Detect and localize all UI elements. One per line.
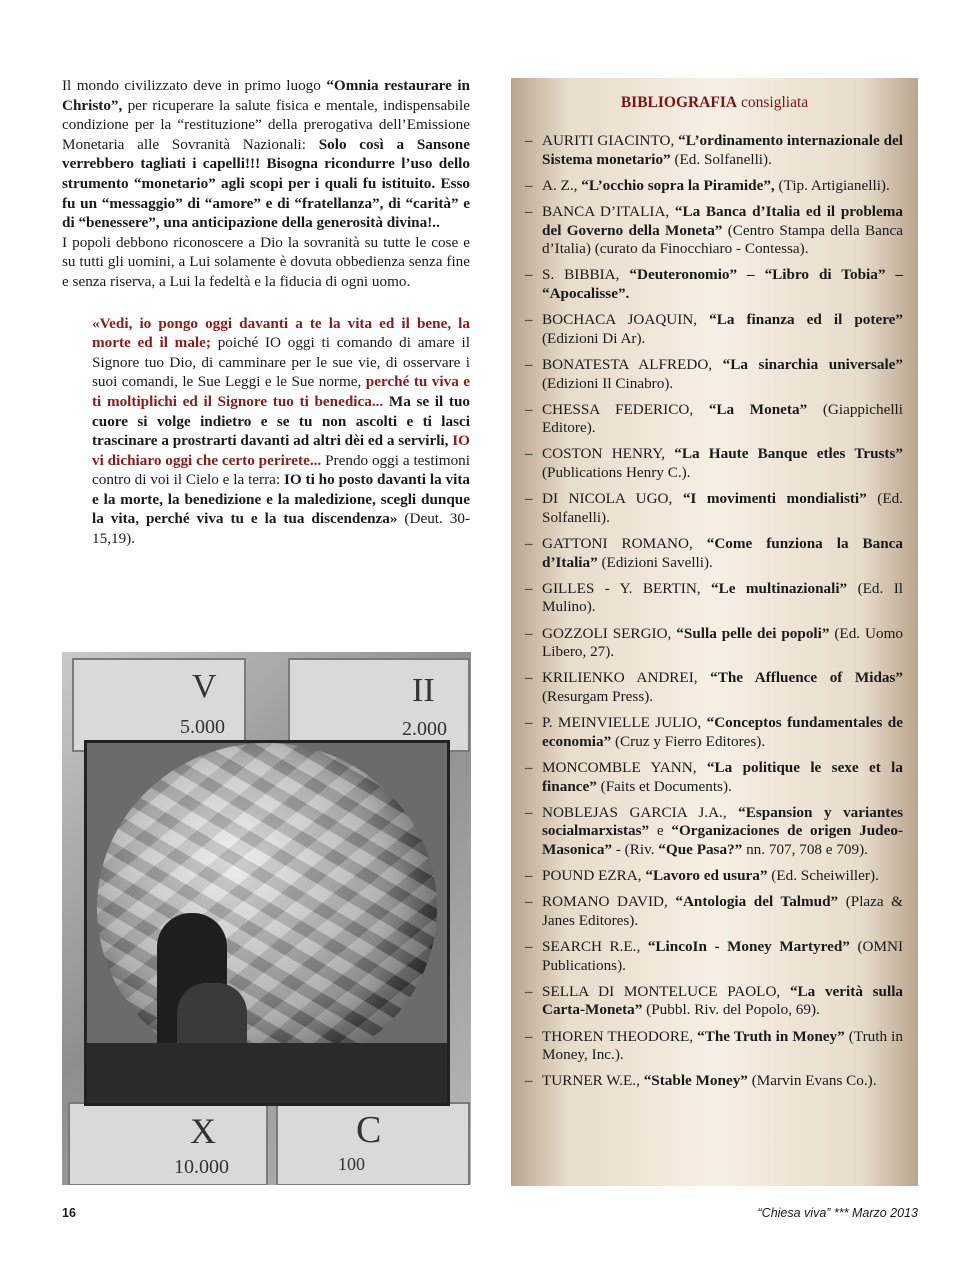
dash-marker: – (525, 867, 533, 885)
note-numeral: V (192, 668, 217, 705)
bibliography-item (525, 983, 903, 1020)
note-value: 2.000 (402, 718, 447, 740)
item-text: nn. 707, 708 e 709). (742, 840, 868, 858)
scripture-quote (92, 314, 470, 549)
item-title: “LincoIn - Money Martyred” (647, 938, 850, 956)
item-title: “Stable Money” (643, 1072, 748, 1090)
item-text: NOBLEJAS GARCIA J.A., (542, 803, 739, 821)
item-text: (Ed. Scheiwiller). (767, 867, 879, 885)
note-numeral: X (190, 1111, 216, 1151)
item-title: “L’occhio sopra la Piramide”, (581, 176, 775, 194)
item-title: “Antologia del Talmud” (675, 893, 839, 911)
item-title: “Deuteronomio” – “Libro di Tobia” – “Apocalisse”. (542, 266, 903, 302)
item-title: “La Haute Banque etles Trusts” (674, 445, 903, 463)
quote-span-2: poiché IO oggi ti comando di amare il Signore tuo Dio, di camminare per le sue vie, di osservare i suoi comandi, le Sue Leggi e le Sue norme, (92, 334, 470, 391)
children-photo (84, 740, 450, 1106)
banknote-photo (62, 652, 471, 1185)
note-value: 10.000 (174, 1156, 229, 1178)
bibliography-item (525, 401, 903, 438)
item-text: CHESSA FEDERICO, (542, 400, 709, 418)
dash-marker: – (525, 714, 533, 732)
main-text-column (62, 76, 470, 549)
item-text: (Ed. Solfanelli). (542, 490, 903, 526)
bibliography-item (525, 1072, 903, 1091)
bibliography-item (525, 132, 903, 169)
bibliography-item (525, 445, 903, 482)
item-text: COSTON HENRY, (542, 445, 675, 463)
item-title: “La finanza ed il potere” (709, 311, 903, 329)
dash-marker: – (525, 355, 533, 373)
item-text: (Faits et Documents). (596, 777, 732, 795)
item-text: THOREN THEODORE, (542, 1027, 698, 1045)
paragraph-2: I popoli debbono riconoscere a Dio la sovranità su tutte le cose e su tutti gli uomini, a Lui solamente è dovuta obbedienza senza fine e senza riserva, a Lui la fedeltà e la fiducia di ogni uomo. (62, 233, 470, 290)
item-text: (Centro Stampa della Banca d’Italia) (curato da Finocchiaro - Contessa). (542, 221, 903, 258)
item-title: “La verità sulla Carta-Moneta” (542, 982, 904, 1019)
bibliography-item (525, 938, 903, 975)
item-text: e (649, 822, 672, 840)
item-text: (Pubbl. Riv. del Popolo, 69). (642, 1001, 820, 1019)
dash-marker: – (525, 758, 533, 776)
item-title: “La Banca d’Italia ed il problema del Governo della Moneta” (542, 202, 903, 239)
item-text: (Tip. Artigianelli). (774, 176, 890, 194)
dash-marker: – (525, 982, 533, 1000)
bibliography-item (525, 177, 903, 196)
quote-span-6: Prendo oggi a testimoni contro di voi il Cielo e la terra: (92, 451, 470, 489)
item-text: GOZZOLI SERGIO, (542, 624, 677, 642)
item-title: “La politique le sexe et la finance” (542, 758, 903, 795)
bibliography-title: BIBLIOGRAFIA consigliata (620, 94, 809, 111)
bibliography-item (525, 1028, 903, 1065)
item-text: KRILIENKO ANDREI, (542, 669, 711, 687)
bibliography-box (511, 78, 918, 1186)
item-text: (Cruz y Fierro Editores). (611, 732, 766, 750)
bibliography-item (525, 490, 903, 527)
item-text: (Plaza & Janes Editores). (542, 893, 903, 929)
item-text: GILLES - Y. BERTIN, (542, 579, 711, 597)
item-text: POUND EZRA, (542, 867, 646, 885)
item-title: “Lavoro ed usura” (645, 867, 768, 885)
paragraph-1 (62, 76, 470, 233)
bibliography-item (525, 893, 903, 930)
quote-span-4: Ma se il tuo cuore si volge indietro e se tu non ascolti e ti lasci trascinare a prostrarti davanti ad altri dèi ed a servirli, (92, 392, 470, 450)
item-text: DI NICOLA UGO, (542, 490, 683, 508)
item-text: GATTONI ROMANO, (542, 535, 707, 553)
item-text: (Marvin Evans Co.). (747, 1072, 877, 1090)
item-title: “The Affluence of Midas” (710, 669, 904, 687)
bibliography-item (525, 356, 903, 393)
publication-footer: “Chiesa viva” *** Marzo 2013 (757, 1206, 918, 1220)
item-text: (Resurgam Press). (542, 687, 654, 705)
p1-span-2: “Omnia restaurare in Christo”, (62, 77, 470, 114)
item-text: (Ed. Solfanelli). (670, 150, 772, 168)
item-title: “La sinarchia universale” (722, 355, 903, 373)
dash-marker: – (525, 893, 533, 911)
item-text: P. MEINVIELLE JULIO, (542, 714, 707, 732)
item-text: (Publications Henry C.). (542, 464, 691, 482)
p1-span-3: per ricuperare la salute fisica e mentale, indispensabile condizione per la “restituzione” della prerogativa dell’Emissione Monetaria alle Sovranità Nazionali: (62, 96, 470, 153)
bibliography-item (525, 266, 903, 303)
dash-marker: – (525, 1027, 533, 1045)
item-title: “Sulla pelle dei popoli” (676, 624, 830, 642)
banknote-bottom-right (276, 1102, 470, 1185)
note-numeral: II (412, 672, 435, 709)
bibliography-item (525, 867, 903, 886)
item-title: “Que Pasa?” (658, 840, 743, 858)
dash-marker: – (525, 490, 533, 508)
item-text: A. Z., (542, 176, 582, 194)
dash-marker: – (525, 669, 533, 687)
item-title: “L’ordinamento internazionale del Sistema monetario” (542, 132, 903, 168)
item-text: TURNER W.E., (542, 1072, 644, 1090)
dash-marker: – (525, 311, 533, 329)
dash-marker: – (525, 266, 533, 284)
item-text: (OMNI Publications). (542, 938, 904, 974)
money-globe (97, 743, 437, 1073)
item-title: “I movimenti mondialisti” (682, 490, 867, 508)
item-title: “Le multinazionali” (711, 579, 848, 597)
dash-marker: – (525, 624, 533, 642)
bibliography-item (525, 203, 903, 259)
item-title: “The Truth in Money” (697, 1027, 845, 1045)
item-text: BONATESTA ALFREDO, (542, 355, 723, 373)
dash-marker: – (525, 176, 533, 194)
banknote-top-left (72, 658, 246, 752)
item-text: (Truth in Money, Inc.). (542, 1027, 903, 1064)
item-text: BOCHACA JOAQUIN, (542, 311, 710, 329)
dash-marker: – (525, 132, 533, 149)
bibliography-list (525, 132, 903, 1099)
dash-marker: – (525, 938, 533, 956)
quote-span-5: IO vi dichiaro oggi che certo perirete... (92, 432, 470, 469)
item-text: BANCA D’ITALIA, (542, 202, 675, 220)
dash-marker: – (525, 445, 533, 463)
item-text: (Edizioni Savelli). (597, 553, 713, 571)
item-text: SELLA DI MONTELUCE PAOLO, (542, 982, 790, 1000)
bibliography-item (525, 580, 903, 617)
p1-span-1: Il mondo civilizzato deve in primo luogo (62, 77, 327, 94)
quote-span-1: «Vedi, io pongo oggi davanti a te la vita ed il bene, la morte ed il male; (92, 314, 470, 352)
bibliography-item (525, 535, 903, 572)
banknote-bottom-left (68, 1102, 268, 1185)
item-text: SEARCH R.E., (542, 938, 648, 956)
quote-span-8: (Deut. 30-15,19). (92, 510, 471, 548)
dash-marker: – (525, 202, 533, 220)
item-text: - (Riv. (612, 840, 659, 858)
item-text: AURITI GIACINTO, (542, 132, 679, 149)
item-title: “La Moneta” (708, 400, 808, 418)
item-title: “Come funziona la Banca d’Italia” (542, 535, 903, 571)
item-text: (Edizioni Di Ar). (542, 329, 646, 347)
floor (87, 1043, 447, 1103)
note-numeral: C (356, 1109, 382, 1151)
banknote-top-right (288, 658, 470, 752)
bibliography-item (525, 804, 903, 860)
note-value: 100 (338, 1154, 365, 1174)
item-text: (Ed. Il Mulino). (542, 579, 903, 616)
item-text: MONCOMBLE YANN, (542, 758, 707, 776)
dash-marker: – (525, 400, 533, 418)
bibliography-item (525, 311, 903, 348)
p1-span-4: Solo così a Sansone verrebbero tagliati i capelli!!! Bisogna ricondurre l’uso dello strumento “monetario” agli scopi per i quali fu istituito. Esso fu un “messaggio” di “amore” e di “fratellanza”, di “carità” e di “benessere”, una anticipazione della generosità divina!.. (62, 135, 470, 232)
item-text: (Edizioni Il Cinabro). (542, 374, 674, 392)
item-text: (Ed. Uomo Libero, 27). (542, 624, 903, 661)
dash-marker: – (525, 1072, 533, 1090)
note-value: 5.000 (180, 716, 225, 738)
quote-span-3: perché tu viva e ti moltiplichi ed il Signore tuo ti benedica... (92, 373, 470, 410)
item-title: “Espansion y variantes socialmarxistas” (542, 803, 903, 840)
item-text: (Giappichelli Editore). (542, 400, 903, 437)
item-text: ROMANO DAVID, (542, 893, 676, 911)
bibliography-item (525, 759, 903, 796)
item-title: “Organizaciones de origen Judeo-Masonica” (542, 822, 904, 858)
bibliography-item (525, 669, 903, 706)
dash-marker: – (525, 579, 533, 597)
dash-marker: – (525, 535, 533, 553)
page-number: 16 (62, 1206, 76, 1220)
dash-marker: – (525, 803, 533, 821)
bibliography-item (525, 625, 903, 662)
item-text: S. BIBBIA, (542, 266, 630, 284)
item-title: “Conceptos fundamentales de economia” (542, 714, 903, 750)
quote-span-7: IO ti ho posto davanti la vita e la morte, la benedizione e la maledizione, scegli dunque la vita, perché viva tu e la tua discendenza» (92, 471, 470, 528)
bibliography-item (525, 714, 903, 751)
